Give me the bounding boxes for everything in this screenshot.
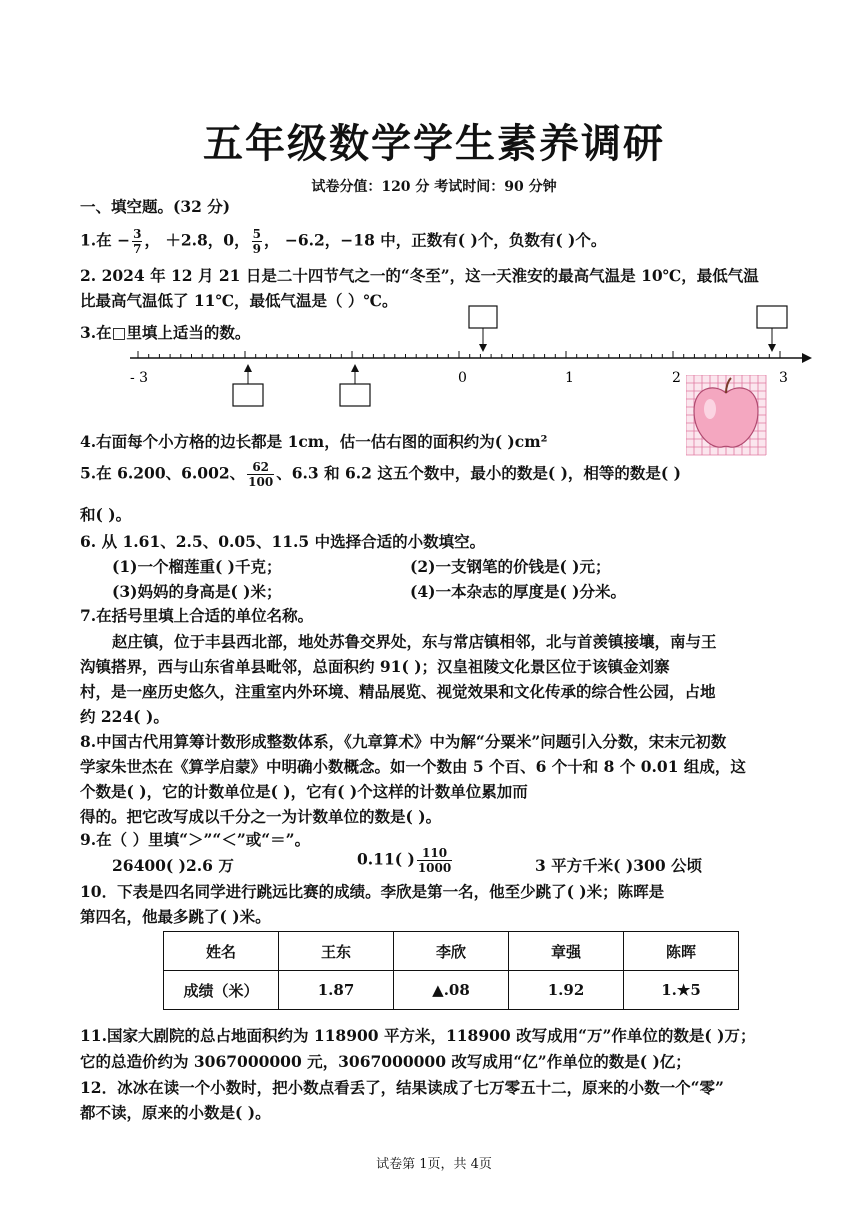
answer-box-upper-2: [757, 306, 787, 328]
question-8-line-4: 得的。把它改写成以千分之一为计数单位的数是( )。: [80, 807, 442, 826]
question-7-line-3: 村，是一座历史悠久，注重室内外环境、精品展览、视觉效果和文化传承的综合性公园，占地: [80, 682, 716, 701]
question-9-item-1: 26400( )2.6 万: [112, 856, 234, 875]
question-10-line-2: 第四名，他最多跳了( )米。: [80, 907, 271, 926]
question-3: 3.在□里填上适当的数。: [80, 323, 251, 342]
question-10-line-1: 10．下表是四名同学进行跳远比赛的成绩。李欣是第一名，他至少跳了( )米；陈晖是: [80, 882, 665, 901]
question-8-line-3: 个数是( )，它的计数单位是( )，它有( )个这样的计数单位累加而: [80, 782, 528, 801]
question-6-item-3: (3)妈妈的身高是( )米；: [112, 582, 282, 601]
answer-box-lower-2: [340, 384, 370, 406]
question-6-item-4: (4)一本杂志的厚度是( )分米。: [410, 582, 627, 601]
tick-label-1: 1: [565, 370, 574, 386]
table-cell: 陈晖: [624, 932, 739, 971]
table-cell: 章强: [509, 932, 624, 971]
fraction-110-1000: $\frac{110}{1000}$: [417, 846, 452, 875]
tick-label-2: 2: [672, 370, 681, 386]
question-12-line-1: 12．冰冰在读一个小数时，把小数点看丢了，结果读成了七万零五十二，原来的小数一个“零”: [80, 1078, 724, 1097]
tick-label-neg3: - 3: [130, 370, 149, 386]
page-footer: 试卷第 1页，共 4页: [376, 1157, 492, 1172]
question-6-item-1: (1)一个榴莲重( )千克；: [112, 557, 282, 576]
question-9: 9.在（ ）里填“＞”“＜”或“＝”。: [80, 830, 311, 849]
question-11-line-2: 它的总造价约为 3067000000 元，3067000000 改写成用“亿”作单位的数是( )亿；: [80, 1052, 691, 1071]
apple-icon: [694, 388, 758, 447]
arrow-head-icon: [802, 353, 812, 363]
tick-label-0: 0: [458, 370, 467, 386]
question-8-line-2: 学家朱世杰在《算学启蒙》中明确小数概念。如一个数由 5 个百、6 个十和 8 个 0.01 组成，这: [80, 757, 746, 776]
question-9-item-2: 0.11( ) $\frac{110}{1000}$: [357, 846, 452, 875]
score-table: [163, 931, 739, 1010]
tick-label-3: 3: [779, 370, 788, 386]
question-5-line-2: 和( )。: [80, 505, 132, 524]
question-7-line-4: 约 224( )。: [80, 707, 169, 726]
fraction-3-7: $\frac{3}{7}$: [133, 227, 142, 256]
fraction-62-100: $\frac{62}{100}$: [248, 460, 274, 489]
question-12-line-2: 都不读，原来的小数是( )。: [80, 1103, 271, 1122]
question-2-line-1: 2. 2024 年 12 月 21 日是二十四节气之一的“冬至”，这一天淮安的最高气温是 10℃，最低气温: [80, 266, 759, 285]
question-5-line-1: 5.在 6.200、6.002、 $\frac{62}{100}$ 、6.3 和 6.2 这五个数中，最小的数是( )，相等的数是( ): [80, 460, 681, 489]
table-cell: 李欣: [394, 932, 509, 971]
table-cell: 王东: [279, 932, 394, 971]
answer-box-upper-1: [469, 306, 497, 328]
question-7-line-2: 沟镇搭界，西与山东省单县毗邻，总面积约 91( )；汉皇祖陵文化景区位于该镇金刘寨: [80, 657, 670, 676]
question-6-item-2: (2)一支钢笔的价钱是( )元；: [410, 557, 611, 576]
exam-info: 试卷分值：120 分 考试时间：90 分钟: [311, 179, 557, 195]
question-2-line-2: 比最高气温低了 11℃，最低气温是（ ）℃。: [80, 291, 398, 310]
table-cell: ▲.08: [394, 971, 509, 1010]
table-cell: 1.92: [509, 971, 624, 1010]
table-header-row: [164, 932, 739, 971]
question-8-line-1: 8.中国古代用算筹计数形成整数体系，《九章算术》中为解“分粟米”问题引入分数，宋末元初数: [80, 732, 727, 751]
answer-box-lower-1: [233, 384, 263, 406]
question-1: 1.在 − $\frac{3}{7}$ ， ＋2.8，0， $\frac{5}{9}$ ， −6.2，−18 中，正数有( )个，负数有( )个。: [80, 227, 607, 256]
question-7-line-1: 赵庄镇，位于丰县西北部，地处苏鲁交界处，东与常店镇相邻，北与首羡镇接壤，南与王: [112, 632, 717, 651]
section-heading: 一、填空题。(32 分): [80, 197, 231, 216]
table-row: [164, 971, 739, 1010]
question-6: 6. 从 1.61、2.5、0.05、11.5 中选择合适的小数填空。: [80, 532, 486, 551]
apple-grid-figure: [686, 375, 768, 457]
question-9-item-3: 3 平方千米( )300 公顷: [535, 856, 702, 875]
question-11-line-1: 11.国家大剧院的总占地面积约为 118900 平方米，118900 改写成用“万”作单位的数是( )万；: [80, 1026, 756, 1045]
table-cell: 1.87: [279, 971, 394, 1010]
question-4: 4.右面每个小方格的边长都是 1cm，估一估右图的面积约为( )cm²: [80, 432, 548, 451]
table-cell: 成绩（米）: [164, 971, 279, 1010]
fraction-5-9: $\frac{5}{9}$: [252, 227, 261, 256]
page-title: 五年级数学学生素养调研: [203, 120, 665, 167]
question-7: 7.在括号里填上合适的单位名称。: [80, 606, 314, 625]
table-cell: 姓名: [164, 932, 279, 971]
table-cell: 1.★5: [624, 971, 739, 1010]
